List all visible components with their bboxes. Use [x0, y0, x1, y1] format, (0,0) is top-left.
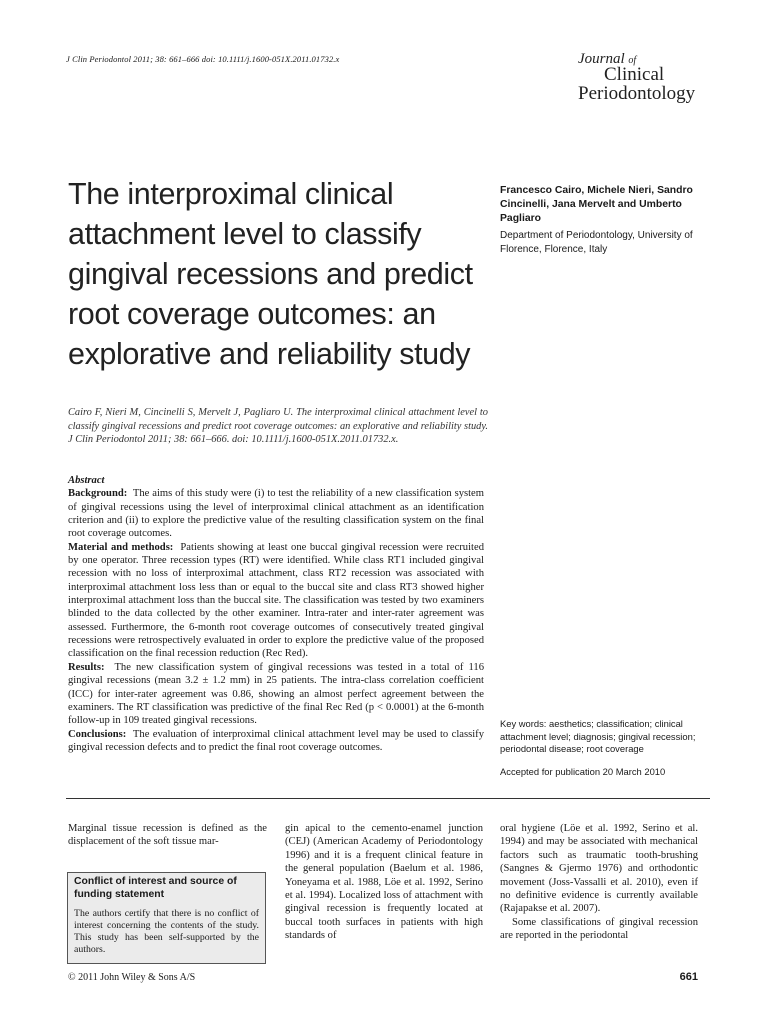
journal-logo: [578, 52, 708, 103]
page-number: 661: [679, 971, 698, 983]
abstract-section-label: Material and methods:: [68, 541, 174, 553]
author-list: Francesco Cairo, Michele Nieri, Sandro Cincinelli, Jana Mervelt and Umberto Pagliaro: [500, 185, 693, 224]
body-paragraph: oral hygiene (Löe et al. 1992, Serino et al. 1994) and may be associated with mechanical factors such as traumatic tooth-brushing (Sangnes & Gjermo 1976) and orthodontic movement (Joss-Vassalli et al. 2010), even if no definitive evidence is currently available (Rajapakse et al. 2007).: [500, 823, 698, 915]
abstract-section: [68, 541, 484, 661]
body-paragraph: Marginal tissue recession is defined as the displacement of the soft tissue mar-: [68, 823, 267, 848]
accepted-date: Accepted for publication 20 March 2010: [500, 766, 666, 777]
journal-logo-line1: Journal: [578, 51, 625, 67]
abstract-section-text: The evaluation of interproximal clinical attachment level may be used to classify gingival recession defects and to predict the final root coverage outcomes.: [68, 728, 484, 753]
abstract-section-label: Background:: [68, 488, 128, 500]
section-divider: [66, 798, 710, 799]
abstract-section-text: The new classification system of gingival recessions was tested in a total of 116 gingival recessions (mean 3.2 ± 1.2 mm) in 25 patients. The intra-class correlation coefficient (ICC) for inter-rater agreement was 0.86, showing an almost perfect agreement between the examiners. The RT classification was predictive of the final Rec Red (p < 0.0001) at the 6-month follow-up in 109 treated gingival recessions.: [68, 661, 485, 727]
key-words: Key words: aesthetics; classification; clinical attachment level; diagnosis; gingival recession; periodontal disease; root coverage: [500, 718, 696, 754]
body-column-2: [285, 822, 483, 943]
abstract: [68, 474, 484, 754]
abstract-section: [68, 661, 484, 728]
copyright-notice: © 2011 John Wiley & Sons A/S: [68, 972, 196, 983]
journal-logo-line3: Periodontology: [578, 83, 696, 104]
author-affiliation: Department of Periodontology, University of Florence, Florence, Italy: [500, 230, 693, 255]
conflict-box-title: Conflict of interest and source of funding statement: [74, 876, 237, 901]
abstract-section-label: Conclusions:: [68, 728, 127, 740]
running-citation: J Clin Periodontol 2011; 38: 661–666 doi: 10.1111/j.1600-051X.2011.01732.x: [66, 54, 340, 64]
journal-logo-of: of: [628, 55, 637, 66]
article-title: The interproximal clinical attachment level to classify gingival recessions and predict root coverage outcomes: an explorative and reliability study: [68, 177, 473, 371]
abstract-heading: Abstract: [68, 475, 105, 486]
body-paragraph: Some classifications of gingival recession are reported in the periodontal: [500, 916, 698, 942]
journal-logo-line2: Clinical: [604, 64, 665, 85]
body-paragraph: gin apical to the cemento-enamel junction (CEJ) (American Academy of Periodontology 1996) and it is a frequent clinical feature in the general population (Baelum et al. 1986, Yoneyama et al. 1988, Löe et al. 1992, Serino et al. 1994). Localized loss of attachment with gingival recession is frequently located at buccal tooth surfaces in patients with high standards of: [285, 823, 483, 942]
abstract-section-label: Results:: [68, 661, 105, 673]
conflict-box-body: The authors certify that there is no conflict of interest concerning the contents of the study. This study has been self-supported by the authors.: [74, 907, 259, 956]
conflict-of-interest-box: [67, 872, 266, 964]
citation-reference: Cairo F, Nieri M, Cincinelli S, Mervelt J, Pagliaro U. The interproximal clinical attachment level to classify gingival recessions and predict root coverage outcomes: an explorative and reliability study. J Clin Periodontol 2011; 38: 661–666. doi: 10.1111/j.1600-051X.2011.01732.x.: [68, 407, 488, 445]
abstract-section: [68, 487, 484, 540]
abstract-section-text: The aims of this study were (i) to test the reliability of a new classification system of gingival recessions using the level of interproximal clinical attachment as an identification criterion and (ii) to explore the predictive value of the resulting classification system on the final root coverage outcomes.: [68, 488, 485, 540]
abstract-section: [68, 728, 484, 755]
body-column-3: [500, 822, 698, 943]
body-column-1: [68, 822, 267, 849]
abstract-section-text: Patients showing at least one buccal gingival recession were recruited by one operator. Three recession types (RT) were identified. While class RT1 included gingival recession with no loss of interproximal attachment, class RT2 recession was associated with interproximal attachment loss less than or equal to the buccal site and class RT3 showed higher interproximal attachment loss than the buccal site. The classification was tested by two examiners blinded to the data collected by the other examiner. Intra-rater and inter-rater agreement was assessed. Furthermore, the 6-month root coverage outcomes of consecutively treated gingival recessions were retrospectively evaluated in order to explore the predictive value of the proposed classification on the final recession reduction (Rec Red).: [68, 541, 484, 660]
